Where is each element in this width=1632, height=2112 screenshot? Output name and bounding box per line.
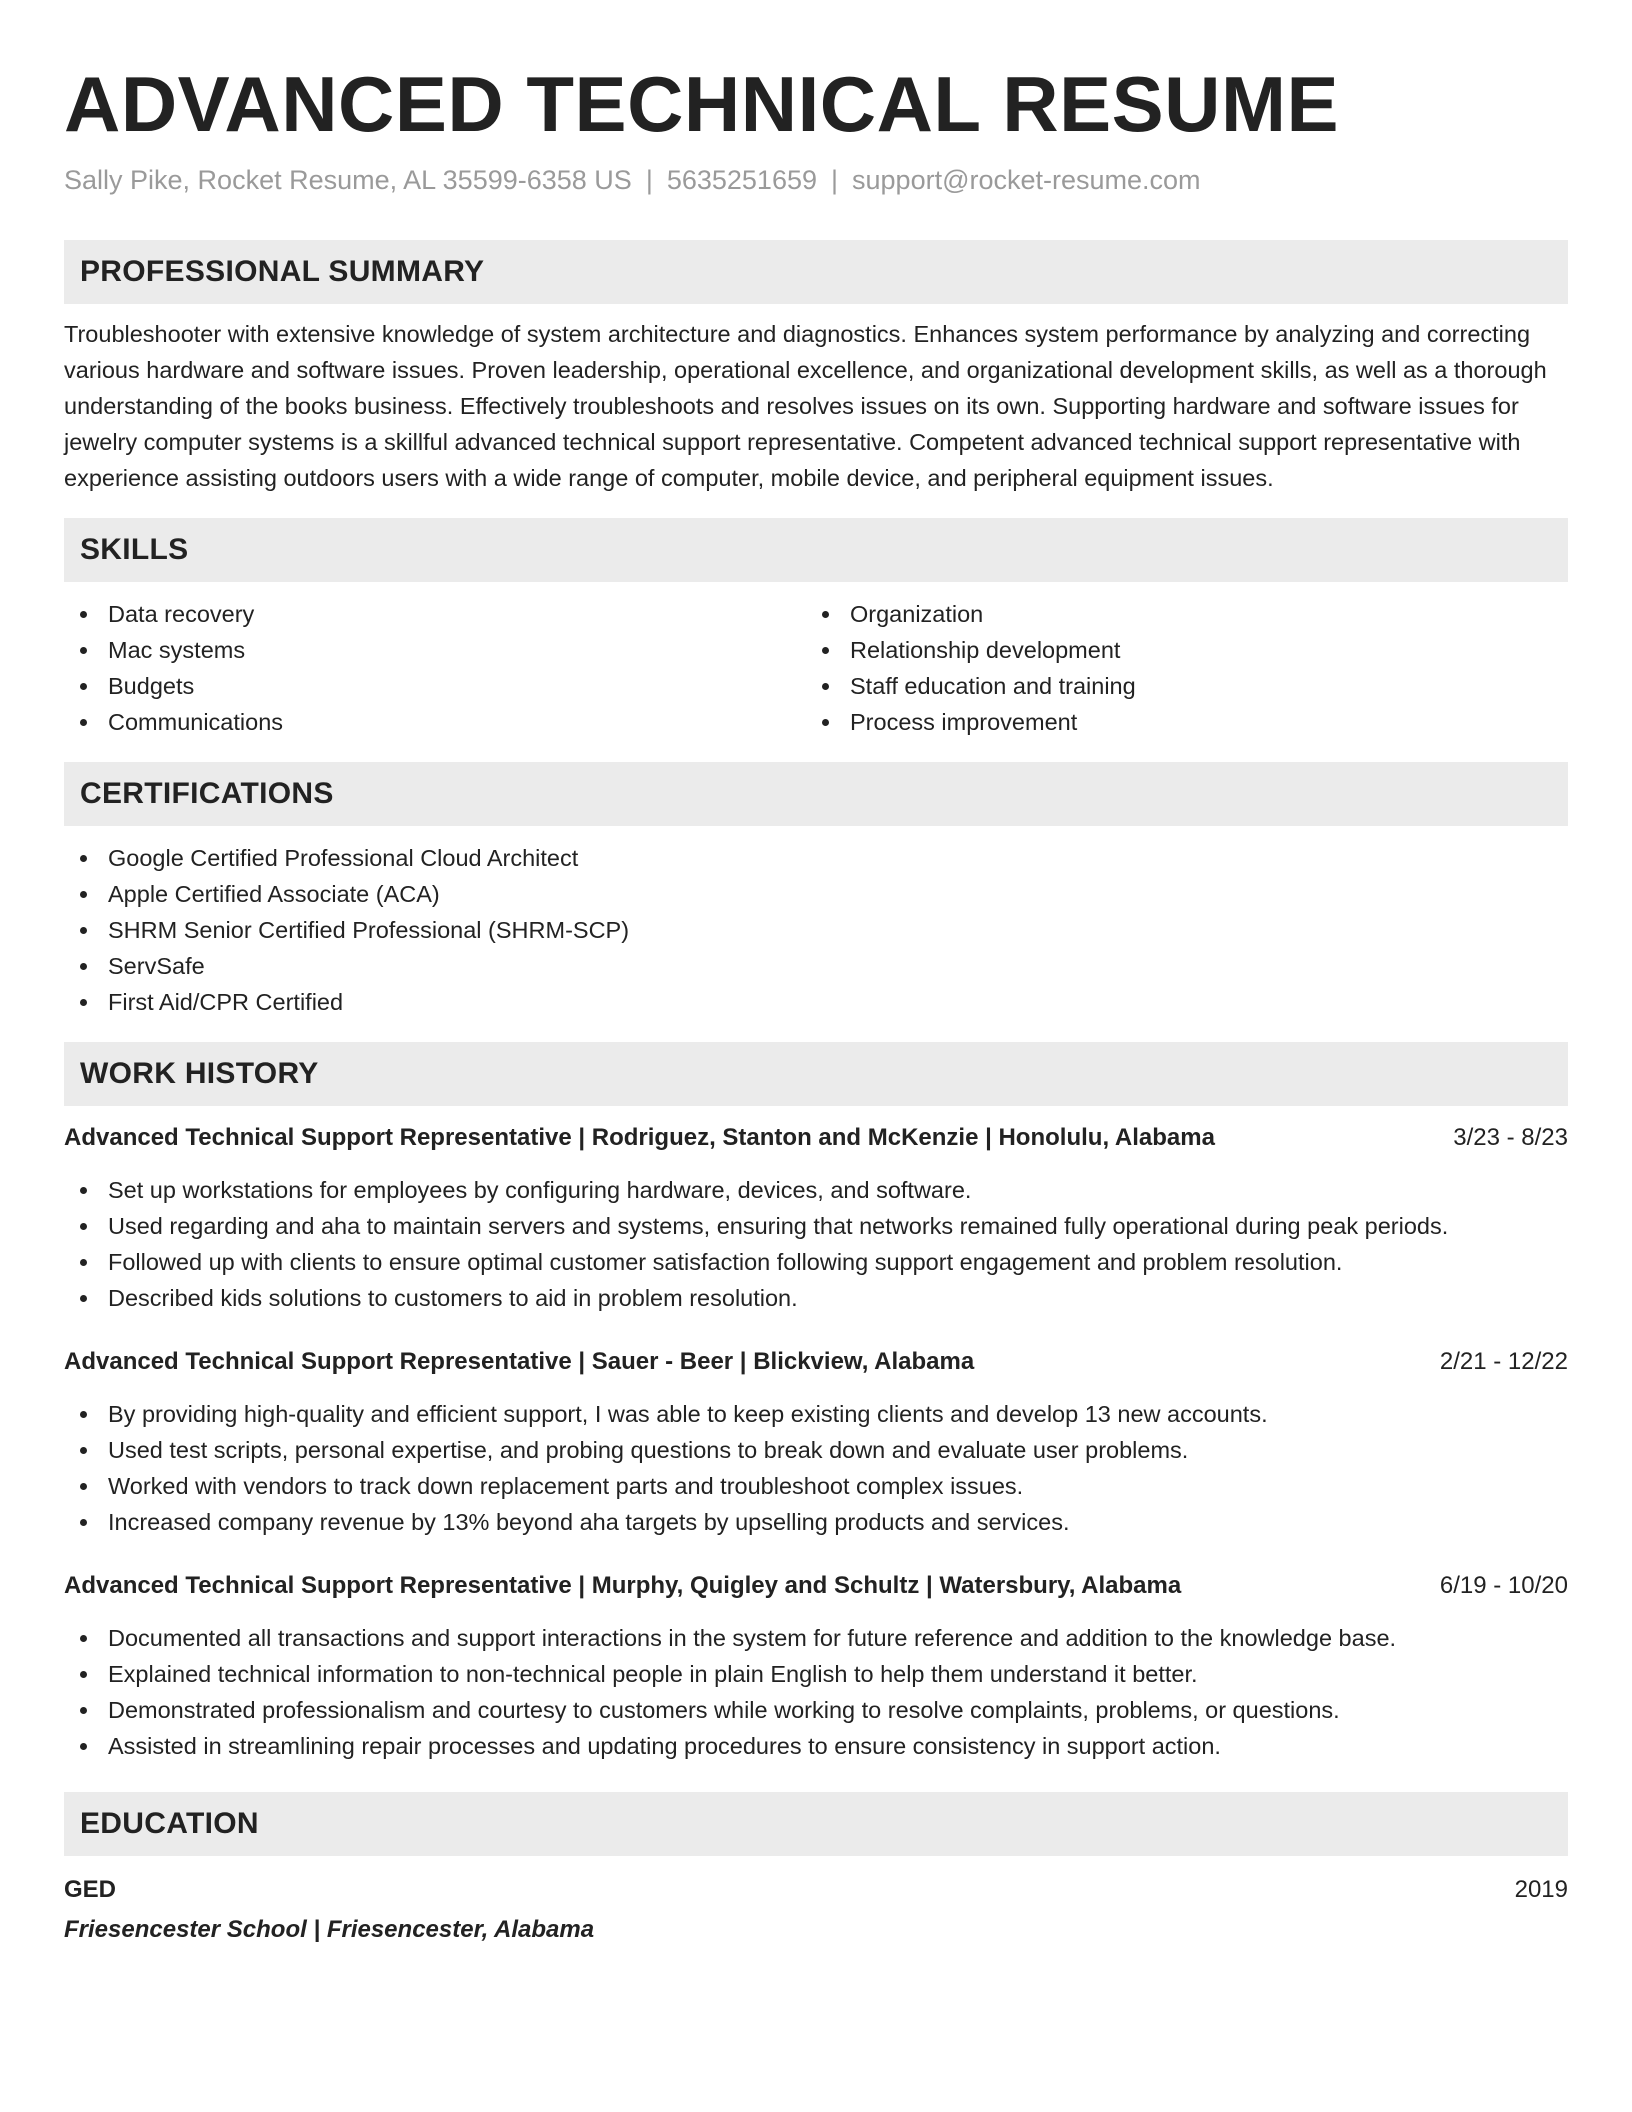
skill-item: Mac systems [64,632,806,668]
skills-section [64,518,1568,740]
job-bullets [64,1396,1568,1540]
skill-item: Process improvement [806,704,1548,740]
job-bullet: Set up workstations for employees by configuring hardware, devices, and software. [64,1172,1568,1208]
job-bullet: Described kids solutions to customers to aid in problem resolution. [64,1280,1568,1316]
certifications-list [64,840,1568,1020]
job-dates: 3/23 - 8/23 [1453,1124,1568,1151]
education-heading: EDUCATION [64,1792,1568,1856]
job-entry [64,1120,1568,1316]
education-school: Friesencester School | Friesencester, Alabama [64,1916,595,1943]
work-history-section [64,1042,1568,1764]
job-bullet: By providing high-quality and efficient support, I was able to keep existing clients and develop 13 new accounts. [64,1396,1568,1432]
skills-heading: SKILLS [64,518,1568,582]
job-bullets [64,1172,1568,1316]
summary-heading: PROFESSIONAL SUMMARY [64,240,1568,304]
job-bullet: Worked with vendors to track down replacement parts and troubleshoot complex issues. [64,1468,1568,1504]
job-bullet: Documented all transactions and support interactions in the system for future reference and addition to the knowledge base. [64,1620,1568,1656]
job-bullets [64,1620,1568,1764]
summary-text: Troubleshooter with extensive knowledge of system architecture and diagnostics. Enhances system performance by analyzing and correcting various hardware and software issues. Proven leadership, operational excellence, and organizational development skills, as well as a thorough understanding of the books business. Effectively troubleshoots and resolves issues on its own. Supporting hardware and software issues for jewelry computer systems is a skillful advanced technical support representative. Competent advanced technical support representative with experience assisting outdoors users with a wide range of computer, mobile device, and peripheral equipment issues. [64,321,1547,491]
certification-item: First Aid/CPR Certified [64,984,1568,1020]
contact-email[interactable]: support@rocket-resume.com [852,165,1201,195]
job-dates: 6/19 - 10/20 [1439,1572,1568,1599]
skills-left-column [64,596,806,740]
job-bullet: Assisted in streamlining repair processes and updating procedures to ensure consistency in support action. [64,1728,1568,1764]
job-entry [64,1344,1568,1540]
certifications-heading: CERTIFICATIONS [64,762,1568,826]
job-entry [64,1568,1568,1764]
work-history-heading: WORK HISTORY [64,1042,1568,1106]
skills-right-column [806,596,1548,740]
contact-address: Sally Pike, Rocket Resume, AL 35599-6358 US [64,165,632,195]
contact-line [64,162,1568,198]
certification-item: Apple Certified Associate (ACA) [64,876,1568,912]
skill-item: Budgets [64,668,806,704]
job-bullet: Increased company revenue by 13% beyond aha targets by upselling products and services. [64,1504,1568,1540]
skill-item: Data recovery [64,596,806,632]
skill-item: Organization [806,596,1548,632]
job-title: Advanced Technical Support Representative | Rodriguez, Stanton and McKenzie | Honolulu, Alabama [64,1124,1215,1151]
education-degree: GED [64,1876,117,1903]
skill-item: Communications [64,704,806,740]
education-year: 2019 [1514,1876,1568,1903]
education-section [64,1792,1568,1948]
skill-item: Relationship development [806,632,1548,668]
summary-section [64,240,1568,496]
job-bullet: Used regarding and aha to maintain servers and systems, ensuring that networks remained fully operational during peak periods. [64,1208,1568,1244]
job-header [64,1568,1568,1604]
job-bullet: Used test scripts, personal expertise, and probing questions to break down and evaluate user problems. [64,1432,1568,1468]
contact-phone: 5635251659 [666,165,817,195]
education-header [64,1872,1568,1908]
job-title: Advanced Technical Support Representative | Sauer - Beer | Blickview, Alabama [64,1348,975,1375]
job-header [64,1120,1568,1156]
certification-item: SHRM Senior Certified Professional (SHRM-SCP) [64,912,1568,948]
resume-page [64,60,1568,1948]
job-bullet: Demonstrated professionalism and courtesy to customers while working to resolve complaints, problems, or questions. [64,1692,1568,1728]
certification-item: Google Certified Professional Cloud Architect [64,840,1568,876]
page-title: ADVANCED TECHNICAL RESUME [64,60,1340,148]
certifications-section [64,762,1568,1020]
contact-separator: | [645,165,653,195]
skills-grid [64,596,1568,740]
job-title: Advanced Technical Support Representative | Murphy, Quigley and Schultz | Watersbury, Alabama [64,1572,1182,1599]
skill-item: Staff education and training [806,668,1548,704]
certification-item: ServSafe [64,948,1568,984]
contact-separator: | [831,165,839,195]
job-bullet: Explained technical information to non-technical people in plain English to help them understand it better. [64,1656,1568,1692]
job-bullet: Followed up with clients to ensure optimal customer satisfaction following support engagement and problem resolution. [64,1244,1568,1280]
job-header [64,1344,1568,1380]
job-dates: 2/21 - 12/22 [1439,1348,1568,1375]
